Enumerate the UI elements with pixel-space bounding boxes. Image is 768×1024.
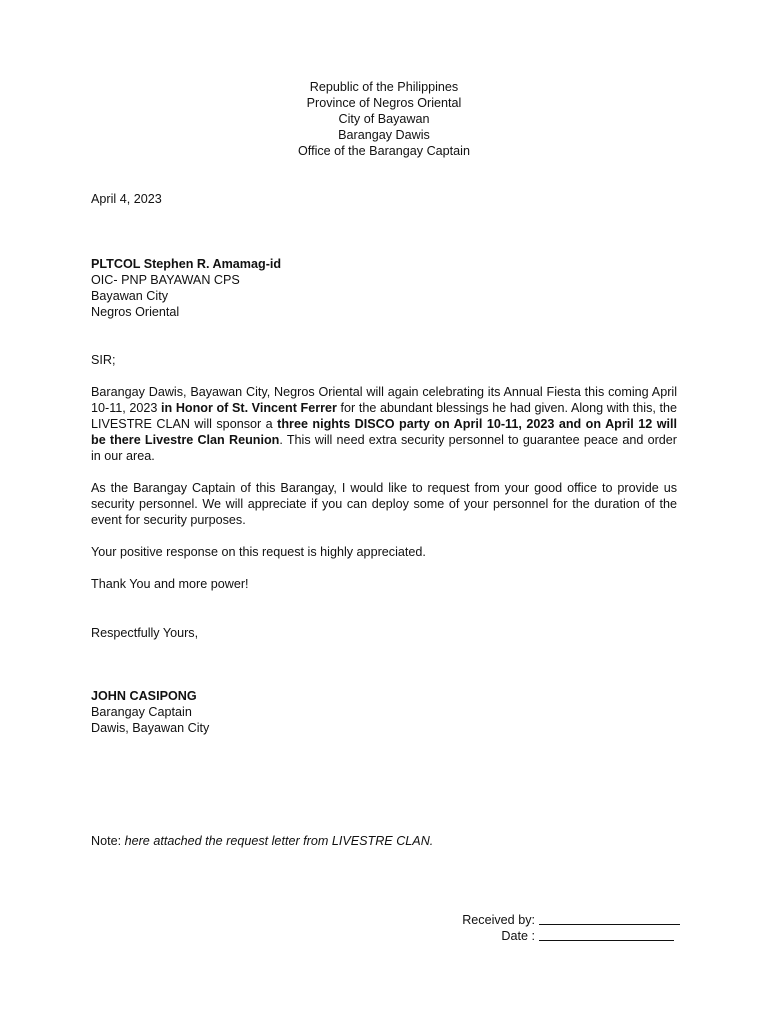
header-line-republic: Republic of the Philippines [309,80,459,94]
paragraph-fiesta: Barangay Dawis, Bayawan City, Negros Oriental will again celebrating its Annual Fiesta this coming April 10-11, 2023 in Honor of St. Vincent Ferrer for the abundant blessings he had given. Along with this, the LIVESTRE CLAN will sponsor a three nights DISCO party on April 10-11, 2023 and on April 12 will be there Livestre Clan Reunion. This will need extra security personnel to guarantee peace and order in our area. [91,385,678,463]
received-by-row [430,912,680,928]
closing: Respectfully Yours, [91,626,199,640]
received-by-label: Received by: [462,913,535,927]
recipient-block [91,256,677,320]
letter-date: April 4, 2023 [91,192,162,206]
note [91,833,677,849]
letter-header [0,79,768,159]
paragraph-thanks: Thank You and more power! [91,577,249,591]
recipient-name: PLTCOL Stephen R. Amamag-id [91,257,282,271]
signature-block [91,688,677,736]
recipient-position: OIC- PNP BAYAWAN CPS [91,273,240,287]
paragraph-appreciation: Your positive response on this request is highly appreciated. [91,545,426,559]
received-date-label: Date : [501,929,535,943]
header-line-province: Province of Negros Oriental [306,96,462,110]
note-label: Note: [91,834,125,848]
signatory-name: JOHN CASIPONG [91,689,197,703]
paragraph-request: As the Barangay Captain of this Barangay, I would like to request from your good office to provide us security personnel. We will appreciate if you can deploy some of your personnel for the duration of the event for security purposes. [91,481,677,527]
recipient-city: Bayawan City [91,289,168,303]
header-line-city: City of Bayawan [338,112,430,126]
signatory-title: Barangay Captain [91,705,192,719]
recipient-province: Negros Oriental [91,305,180,319]
header-line-barangay: Barangay Dawis [338,128,430,142]
received-date-row [430,928,680,944]
received-block [430,912,680,944]
received-date-blank-line [539,928,674,941]
header-line-office: Office of the Barangay Captain [298,144,470,158]
signatory-location: Dawis, Bayawan City [91,721,210,735]
note-text: here attached the request letter from LIVESTRE CLAN. [124,834,434,848]
salutation: SIR; [91,353,116,367]
received-by-blank-line [539,912,680,925]
